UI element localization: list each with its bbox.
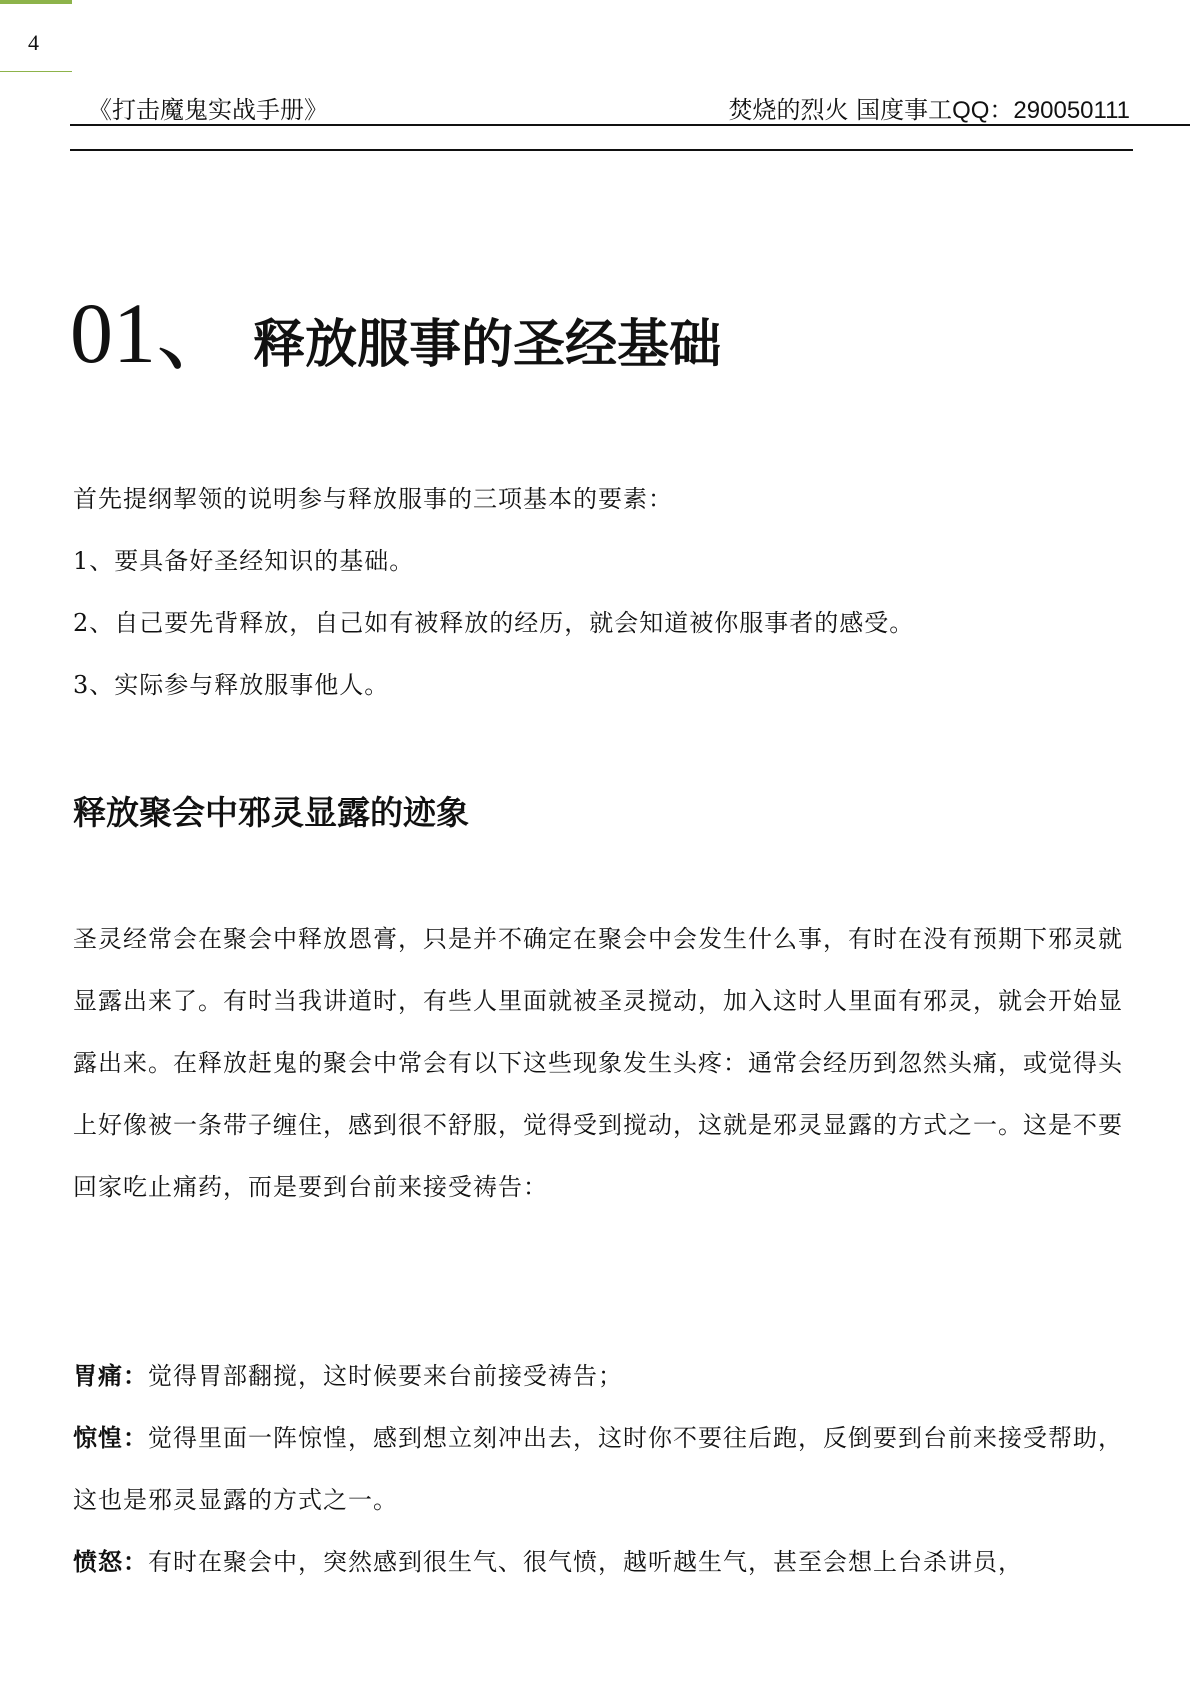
page-number: 4: [28, 30, 39, 55]
qq-number: QQ：290050111: [952, 97, 1130, 124]
section-heading: 释放聚会中邪灵显露的迹象: [73, 793, 469, 832]
list-item: 3、实际参与释放服事他人。: [73, 671, 390, 699]
symptom-item: [73, 1531, 1133, 1593]
symptom-list: [73, 1345, 1133, 1593]
requirements-list: [73, 530, 1133, 716]
header-rule-secondary: [70, 149, 1133, 151]
author-name: 焚烧的烈火 国度事工: [728, 96, 953, 124]
symptom-text: 觉得里面一阵惊惶，感到想立刻冲出去，这时你不要往后跑，反倒要到台前来接受帮助，这也是邪灵显露的方式之一。: [73, 1424, 1123, 1514]
symptom-name: 惊惶：: [73, 1424, 148, 1452]
header-author-info: [728, 90, 1130, 125]
page-number-box: [0, 0, 72, 72]
chapter-title: 释放服事的圣经基础: [253, 315, 722, 375]
list-item: 2、自己要先背释放，自己如有被释放的经历，就会知道被你服事者的感受。: [73, 609, 915, 637]
symptom-item: [73, 1345, 1133, 1407]
symptom-name: 愤怒：: [73, 1548, 148, 1576]
symptom-text: 觉得胃部翻搅，这时候要来台前接受祷告；: [148, 1362, 623, 1390]
header-rule: [70, 124, 1190, 126]
running-header: [70, 86, 1140, 126]
book-title: 《打击魔鬼实战手册》: [88, 96, 328, 124]
symptom-name: 胃痛：: [73, 1362, 148, 1390]
intro-lead: 首先提纲挈领的说明参与释放服事的三项基本的要素：: [73, 485, 673, 513]
chapter-number: 01、: [70, 285, 242, 381]
list-item: 1、要具备好圣经知识的基础。: [73, 547, 415, 575]
body-paragraph: 圣灵经常会在聚会中释放恩膏，只是并不确定在聚会中会发生什么事，有时在没有预期下邪灵就显露出来了。有时当我讲道时，有些人里面就被圣灵搅动，加入这时人里面有邪灵，就会开始显露出来。在释放赶鬼的聚会中常会有以下这些现象发生头疼：通常会经历到忽然头痛，或觉得头上好像被一条带子缠住，感到很不舒服，觉得受到搅动，这就是邪灵显露的方式之一。这是不要回家吃止痛药，而是要到台前来接受祷告：: [73, 925, 1123, 1201]
symptom-text: 有时在聚会中，突然感到很生气、很气愤，越听越生气，甚至会想上台杀讲员，: [148, 1548, 1023, 1576]
symptom-item: [73, 1407, 1133, 1531]
chapter-heading: [70, 285, 722, 381]
